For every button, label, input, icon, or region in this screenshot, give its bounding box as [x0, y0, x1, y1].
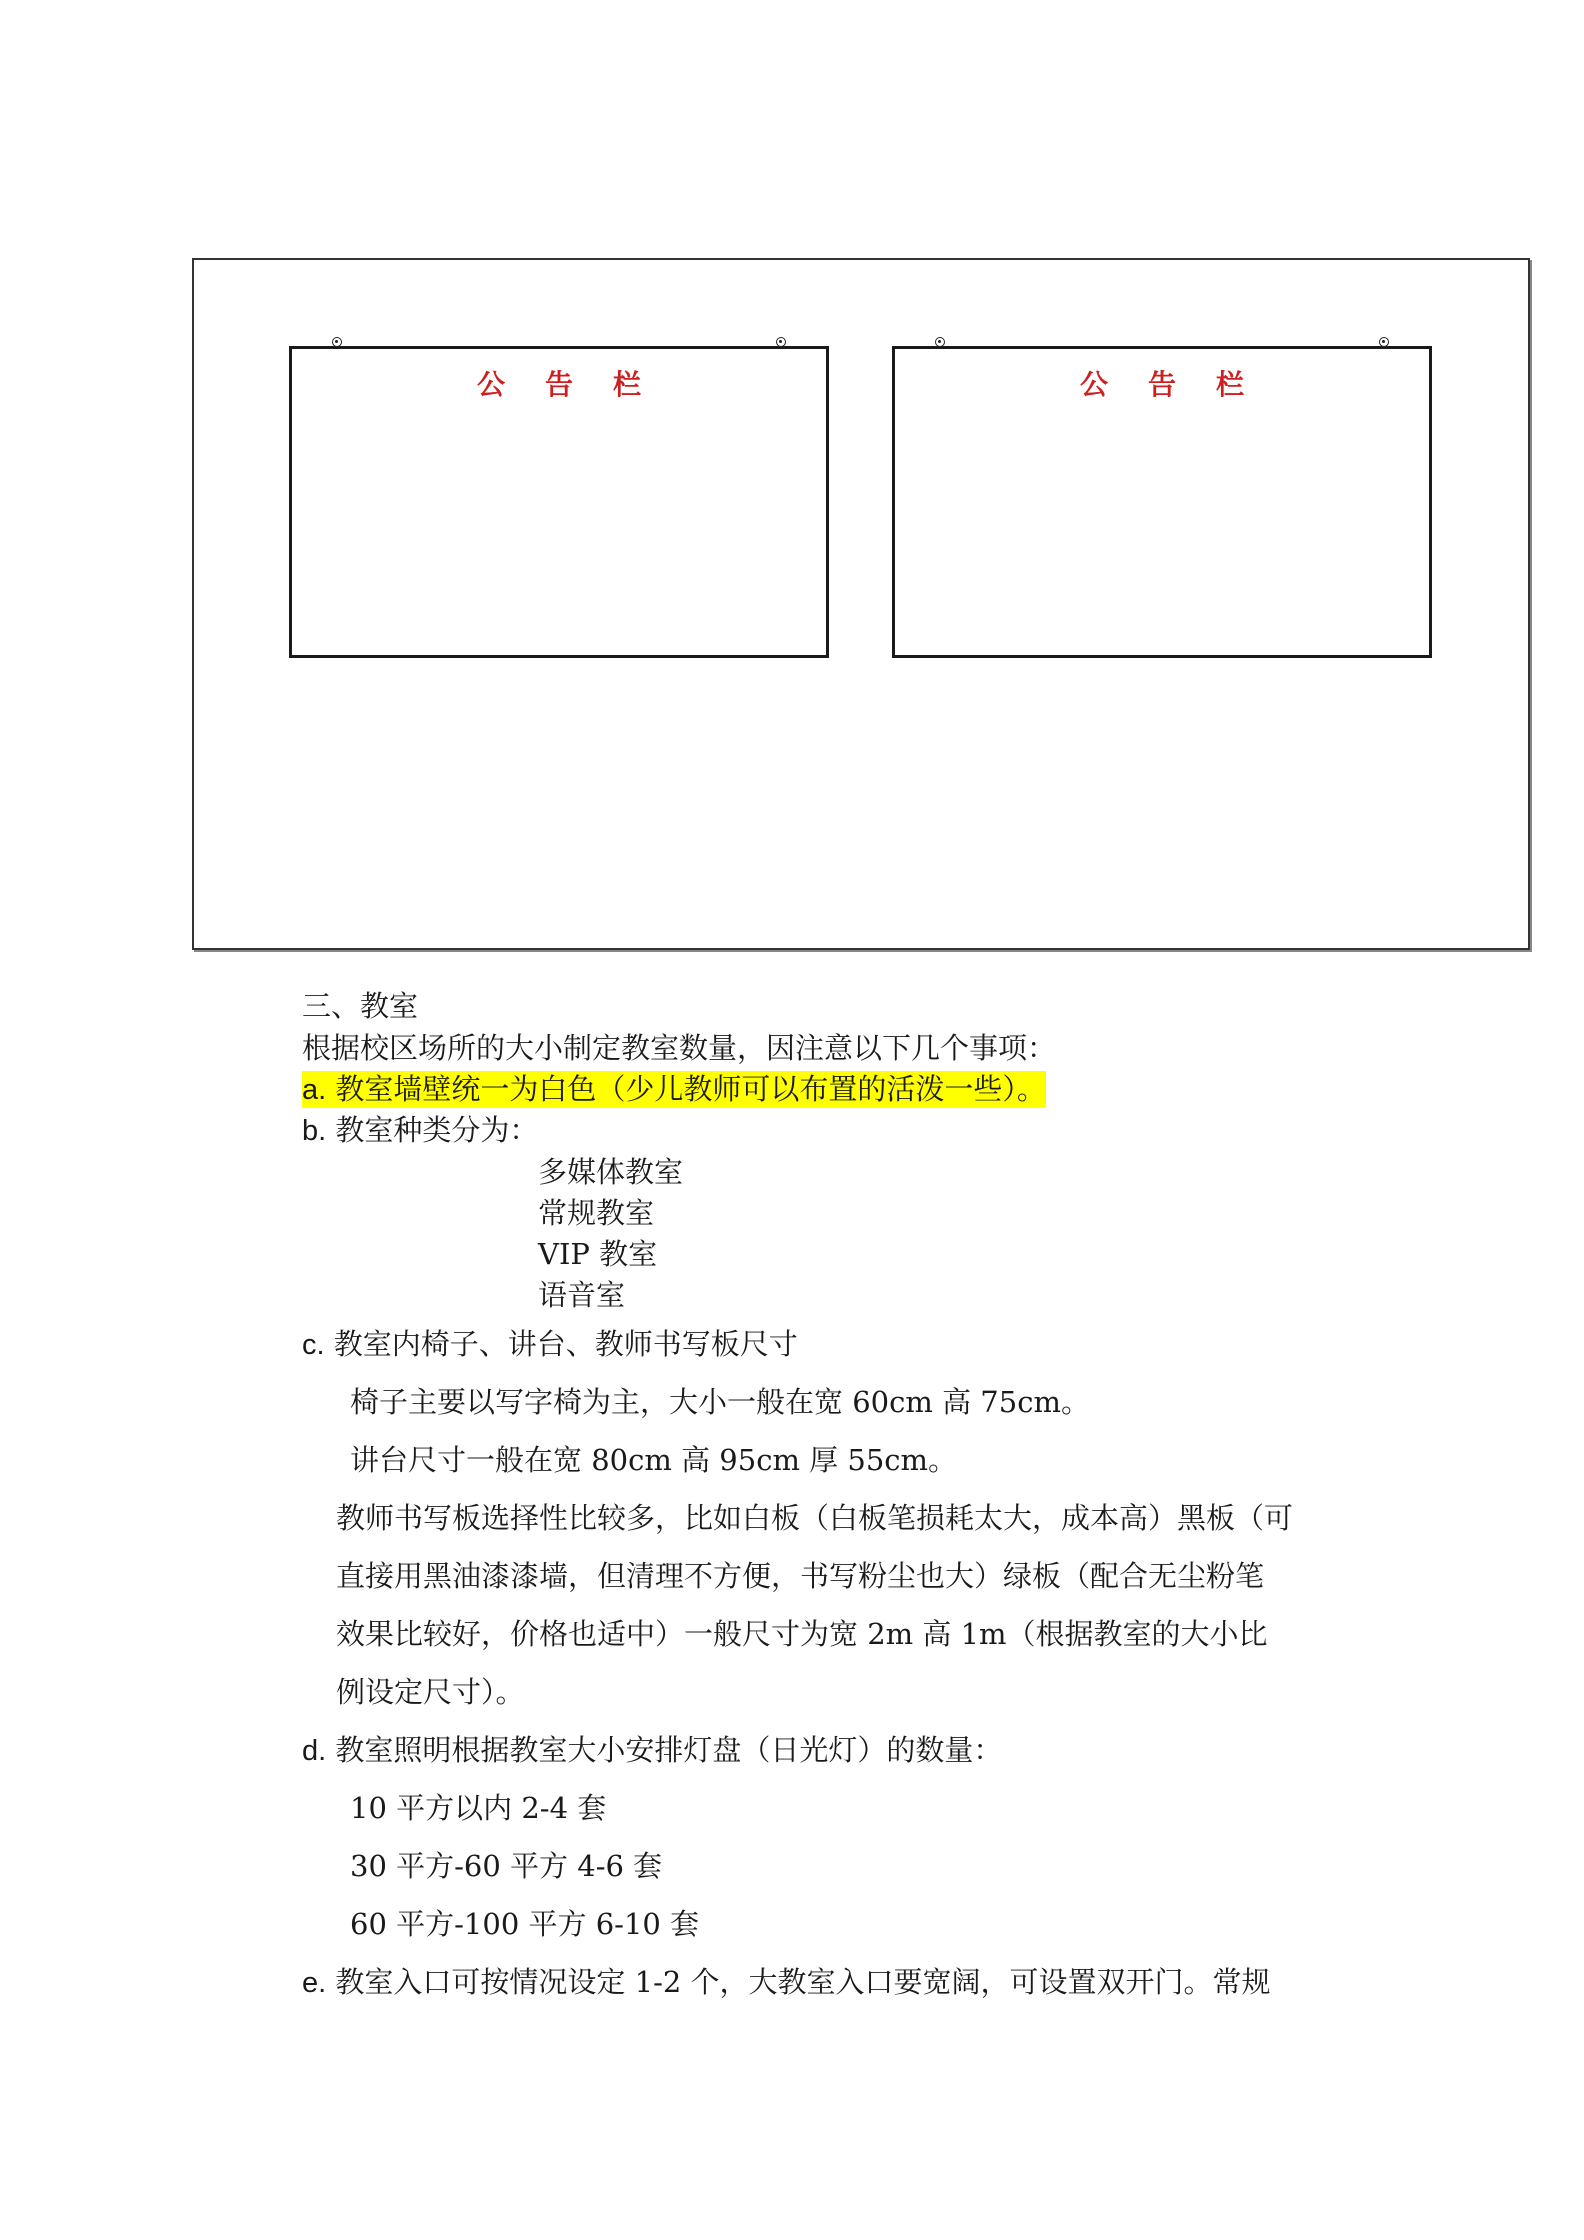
screw-icon	[935, 337, 945, 347]
item-c	[302, 1326, 798, 1363]
item-a	[302, 1071, 1046, 1108]
board-desc-line: 直接用黑油漆漆墙，但清理不方便，书写粉尘也大）绿板（配合无尘粉笔	[336, 1559, 1265, 1593]
lighting-row: 30 平方-60 平方 4-6 套	[350, 1849, 663, 1883]
chair-size: 椅子主要以写字椅为主，大小一般在宽 60cm 高 75cm。	[350, 1385, 1090, 1419]
screw-icon	[776, 337, 786, 347]
bulletin-board-title: 公告栏	[1079, 368, 1284, 401]
classroom-type: 常规教室	[538, 1196, 655, 1230]
board-desc-line: 效果比较好，价格也适中）一般尺寸为宽 2m 高 1m（根据教室的大小比	[336, 1617, 1268, 1651]
item-e	[302, 1964, 1271, 2001]
screw-icon	[1379, 337, 1389, 347]
item-b	[302, 1112, 538, 1149]
lighting-row: 60 平方-100 平方 6-10 套	[350, 1907, 700, 1941]
classroom-type: 语音室	[538, 1278, 626, 1312]
bulletin-board-left	[289, 346, 829, 658]
item-c-text: 教室内椅子、讲台、教师书写板尺寸	[333, 1327, 798, 1361]
item-e-text: 教室入口可按情况设定 1-2 个，大教室入口要宽阔，可设置双开门。常规	[335, 1965, 1271, 1999]
item-a-marker: a.	[302, 1074, 327, 1106]
item-d-text: 教室照明根据教室大小安排灯盘（日光灯）的数量：	[335, 1733, 1003, 1767]
bulletin-board-title: 公告栏	[476, 368, 681, 401]
board-desc-line: 例设定尺寸）。	[336, 1675, 525, 1709]
bulletin-board-right	[892, 346, 1432, 658]
item-d	[302, 1732, 1002, 1769]
item-d-marker: d.	[302, 1735, 327, 1767]
item-a-text: 教室墙壁统一为白色（少儿教师可以布置的活泼一些）。	[335, 1072, 1046, 1106]
classroom-type: VIP 教室	[538, 1237, 658, 1271]
item-e-marker: e.	[302, 1967, 327, 1999]
section-heading: 三、教室	[302, 989, 419, 1023]
classroom-type: 多媒体教室	[538, 1155, 684, 1189]
board-desc-line: 教师书写板选择性比较多，比如白板（白板笔损耗太大，成本高）黑板（可	[336, 1501, 1294, 1535]
item-b-text: 教室种类分为：	[335, 1113, 539, 1147]
item-b-marker: b.	[302, 1115, 327, 1147]
bulletin-board-figure	[192, 258, 1530, 950]
screw-icon	[332, 337, 342, 347]
lighting-row: 10 平方以内 2-4 套	[350, 1791, 607, 1825]
podium-size: 讲台尺寸一般在宽 80cm 高 95cm 厚 55cm。	[350, 1443, 958, 1477]
section-intro: 根据校区场所的大小制定教室数量，因注意以下几个事项：	[302, 1031, 1057, 1065]
item-c-marker: c.	[302, 1329, 325, 1361]
